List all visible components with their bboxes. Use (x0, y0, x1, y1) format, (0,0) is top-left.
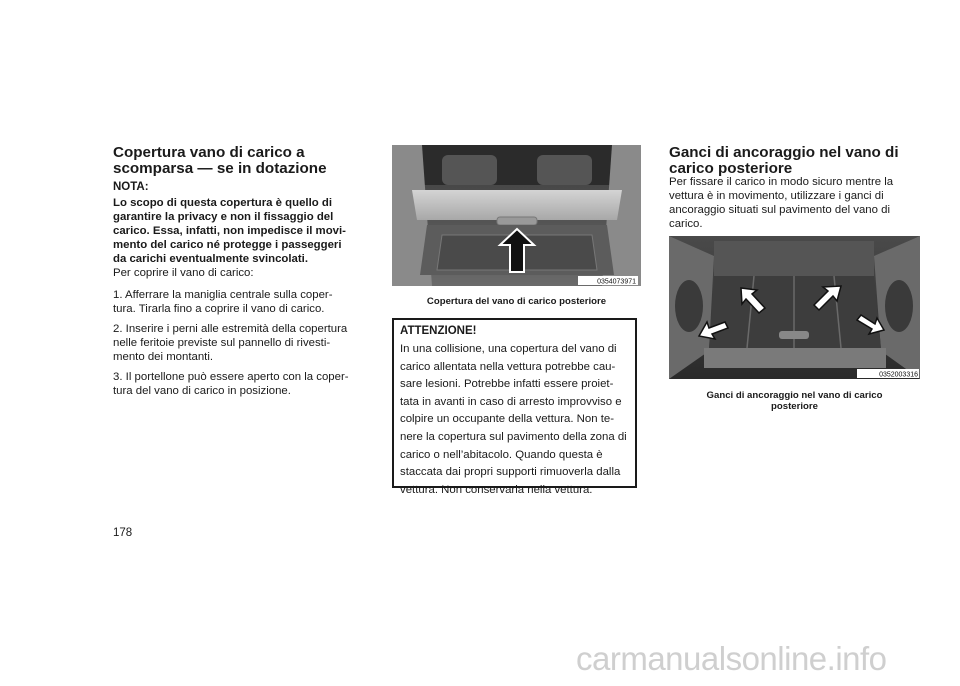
watermark: carmanualsonline.info (576, 640, 887, 677)
step-1: 1. Afferrare la maniglia centrale sulla coper- tura. Tirarla fino a coprire il vano di carico. (113, 289, 333, 315)
tie-down-hooks-photo (669, 236, 920, 379)
note-label: NOTA: (113, 181, 149, 193)
cargo-cover-photo (392, 145, 641, 286)
section-heading-cargo-cover: Copertura vano di carico a scomparsa — se in dotazione (113, 144, 327, 177)
photo-code: 0352003316 (879, 371, 918, 379)
warning-box (392, 318, 637, 496)
warning-title: ATTENZIONE! (400, 325, 477, 337)
step-3: 3. Il portellone può essere aperto con la coper- tura del vano di carico in posizione. (113, 371, 349, 397)
section-heading-tie-down-hooks: Ganci di ancoraggio nel vano di carico posteriore (669, 144, 899, 177)
tie-down-text: Per fissare il carico in modo sicuro mentre la vettura è in movimento, utilizzare i ganci di ancoraggio situati sul pavimento del vano di carico. (669, 176, 894, 230)
photo-caption: Ganci di ancoraggio nel vano di carico posteriore (706, 390, 883, 412)
intro-text: Per coprire il vano di carico: (113, 267, 254, 279)
photo-code: 0354073971 (597, 278, 636, 286)
warning-text: In una collisione, una copertura del vano di carico allentata nella vettura potrebbe cau- sare lesioni. Potrebbe infatti essere proiet- tata in avanti in caso di arresto improvviso e colpire un occupante della vettura. Non te- nere la copertura sul pavimento della zona di carico o nell’abitacolo. Quando questa è staccata dai propri supporti rimuoverla dalla vettura. Non conservarla nella vettura. (400, 343, 627, 496)
photo-caption: Copertura del vano di carico posteriore (426, 296, 607, 307)
step-2: 2. Inserire i perni alle estremità della copertura nelle feritoie previste sul pannello di rivesti- mento dei montanti. (113, 323, 348, 363)
note-text: Lo scopo di questa copertura è quello di garantire la privacy e non il fissaggio del carico. Essa, infatti, non impedisce il movi- mento del carico né protegge i passeggeri da carichi eventualmente svincolati. (113, 197, 346, 265)
page-number: 178 (113, 527, 133, 539)
